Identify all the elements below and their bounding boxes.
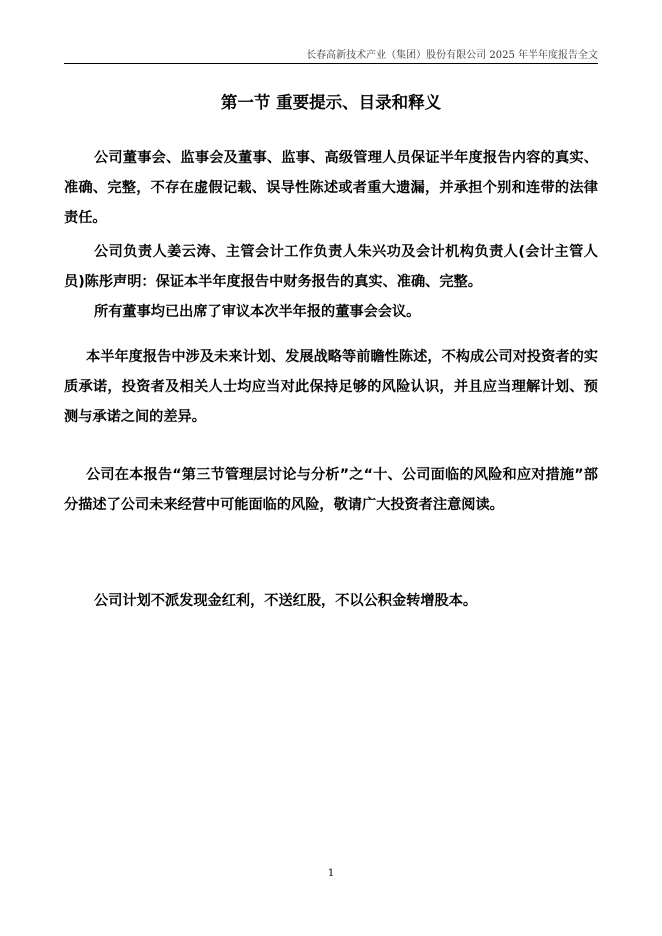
paragraph-dividend-plan: 公司计划不派发现金红利，不送红股，不以公积金转增股本。 <box>94 593 478 609</box>
paragraph-risk-notice: 公司在本报告“第三节管理层讨论与分析”之“十、公司面临的风险和应对措施”部分描述了公司未来经营中可能面临的风险，敬请广大投资者注意阅读。 <box>64 467 598 513</box>
paragraph-board-guarantee: 公司董事会、监事会及董事、监事、高级管理人员保证半年度报告内容的真实、准确、完整，不存在虚假记载、误导性陈述或者重大遗漏，并承担个别和连带的法律责任。 <box>64 150 598 226</box>
paragraph-forward-looking-statement: 本半年度报告中涉及未来计划、发展战略等前瞻性陈述，不构成公司对投资者的实质承诺，投资者及相关人士均应当对此保持足够的风险认识，并且应当理解计划、预测与承诺之间的差异。 <box>64 349 598 425</box>
paragraph-directors-attendance: 所有董事均已出席了审议本次半年报的董事会会议。 <box>94 304 421 320</box>
section-title: 第一节 重要提示、目录和释义 <box>220 93 442 112</box>
header-divider <box>64 63 598 64</box>
running-header: 长春高新技术产业（集团）股份有限公司 2025 年半年度报告全文 <box>306 50 598 61</box>
paragraph-responsible-persons-statement: 公司负责人姜云涛、主管会计工作负责人朱兴功及会计机构负责人(会计主管人员)陈彤声明：保证本半年度报告中财务报告的真实、准确、完整。 <box>64 244 598 290</box>
page-number: 1 <box>327 868 335 879</box>
